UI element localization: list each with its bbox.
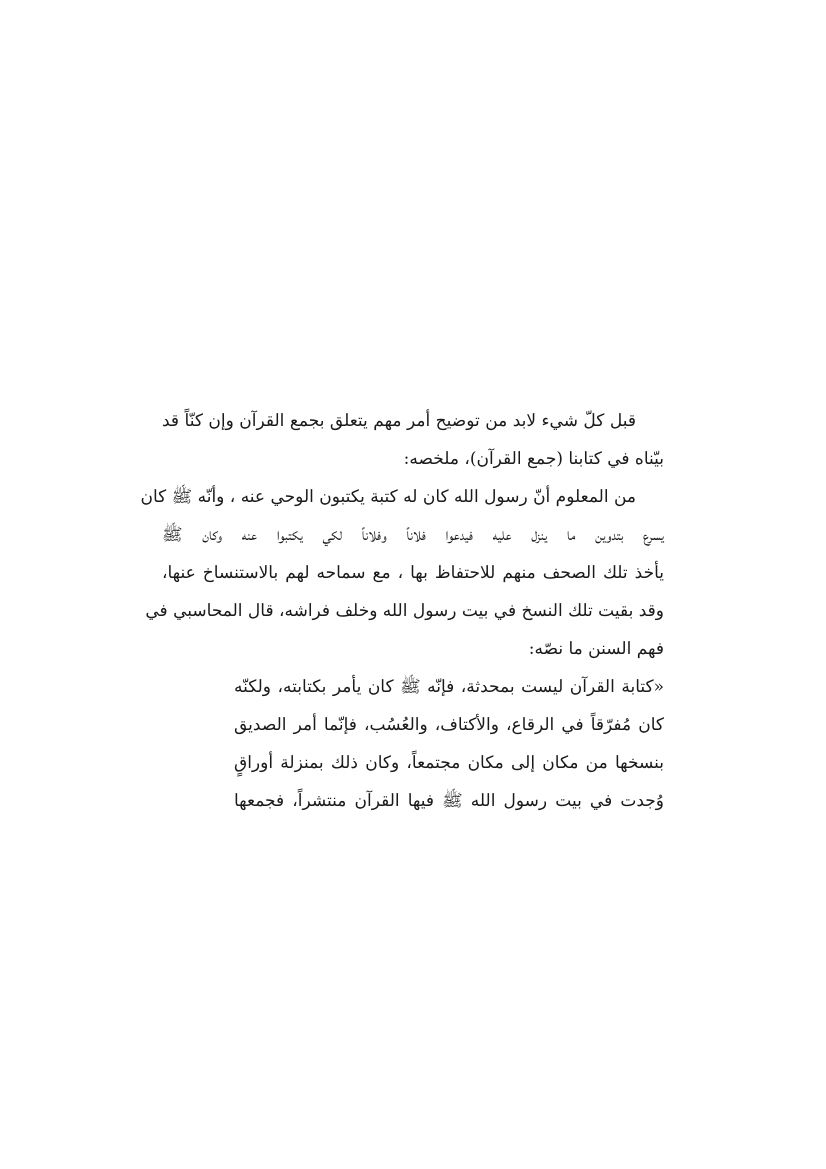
text-line: من المعلوم أنّ رسول الله كان له كتبة يكتبون الوحي عنه ، وأنّه ﷺ كان — [140, 487, 636, 507]
text-line: وقد بقيت تلك النسخ في بيت رسول الله وخلف فراشه، قال المحاسبي في — [145, 601, 664, 621]
paragraph-intro — [162, 402, 664, 478]
paragraph-scribes — [140, 478, 664, 668]
text-line: وُجدت في بيت رسول الله ﷺ فيها القرآن منتشراً، فجمعها — [234, 791, 664, 811]
text-line: بيّناه في كتابنا (جمع القرآن)، ملخصه: — [403, 449, 664, 469]
text-line: فهم السنن ما نصّه: — [528, 639, 664, 659]
quotation — [234, 668, 664, 820]
text-line: بنسخها من مكان إلى مكان مجتمعاً، وكان ذلك بمنزلة أوراقٍ — [234, 753, 664, 773]
text-line: قبل كلّ شيء لابد من توضيح أمر مهم يتعلق بجمع القرآن وإن كنّاً قد — [162, 411, 637, 431]
body-text — [140, 402, 664, 820]
text-line: يسرع بتدوين ما ينزل عليه فيدعوا فلاناً وفلاناً لكي يكتبوا عنه وكان ﷺ — [162, 525, 664, 545]
text-line: «كتابة القرآن ليست بمحدثة، فإنّه ﷺ كان يأمر بكتابته، ولكنّه — [234, 677, 664, 697]
text-line: يأخذ تلك الصحف منهم للاحتفاظ بها ، مع سماحه لهم بالاستنساخ عنها، — [162, 563, 664, 583]
text-line: كان مُفرّقاً في الرقاع، والأكتاف، والعُسُب، فإنّما أمر الصديق — [234, 715, 664, 735]
